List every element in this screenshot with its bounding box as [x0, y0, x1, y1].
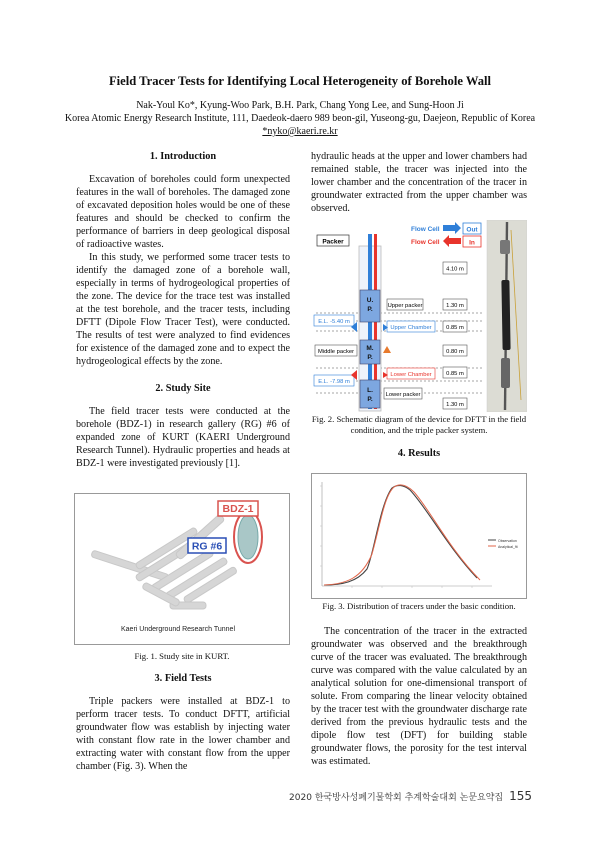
section-heading-study-site: 2. Study Site — [155, 383, 211, 394]
upper-chamber-label: Upper Chamber — [390, 325, 432, 331]
figure-3-breakthrough-curve — [311, 473, 527, 599]
rg6-label: RG #6 — [191, 540, 223, 553]
in-label: In — [469, 239, 475, 247]
author-list: Nak-Youl Ko*, Kyung-Woo Park, B.H. Park, Chang Yong Lee, and Sung-Hoon Ji — [136, 100, 464, 111]
lp-label-l: L. — [367, 387, 373, 394]
kurt-label: Kaeri Underground Research Tunnel — [120, 626, 236, 633]
figure-2-diagram — [311, 220, 527, 412]
flow-arrow-up-icon — [383, 346, 391, 353]
site-paragraph-1: The field tracer tests were conducted at the borehole (BDZ-1) in research gallery (RG) #6 of expanded zone of KURT (KAERI Underground Research Tunnel). Hydraulic properties and heads at BDZ-1 were investigated previously [1]. — [76, 406, 290, 469]
rg6-gallery — [238, 515, 258, 559]
footer-proceedings-title: 2020 한국방사성폐기물학회 추계학술대회 논문요약집 — [289, 793, 504, 803]
upper-packer-label: Upper packer — [387, 303, 423, 309]
dftt-schematic — [311, 220, 527, 412]
mp-label-p: P. — [367, 354, 373, 361]
legend-analytical: Analytical_fit — [498, 545, 518, 549]
out-label: Out — [466, 226, 478, 234]
distance-5: 0.85 m — [446, 371, 464, 377]
distance-2: 1.30 m — [446, 303, 464, 309]
elevation-label-upper: E.L. -5.40 m — [318, 319, 350, 325]
intro-paragraph-1: Excavation of boreholes could form unexpected features in the wall of boreholes. The damaged zone of excavated deposition holes would be one of these features and should be checked to confirm the performance of barriers in deep geological disposal of radioactive wastes. — [76, 174, 290, 250]
arrow-right-icon — [443, 222, 461, 234]
figure-3-caption: Fig. 3. Distribution of tracers under the basic condition. — [322, 601, 516, 611]
intro-paragraph-2: In this study, we performed some tracer tests to identify the damaged zone of a borehole wall, especially in terms of hydrogeological properties of the zone. The device for the trace test was installed at the test borehole, and the tracer tests, including DFTT (Dipole Flow Tracer Test), were conducted. The results of test were analyzed to find evidences for existence of the damaged zone and to expect the hydrogeological effects by the zone. — [76, 252, 290, 367]
middle-packer-label: Middle packer — [317, 349, 355, 355]
flow-cell-in-label: Flow Cell — [411, 239, 440, 246]
figure-2-caption: Fig. 2. Schematic diagram of the device for DFTT in the field condition, and the triple packer system. — [311, 414, 527, 435]
page-footer — [289, 789, 532, 803]
section-heading-introduction: 1. Introduction — [149, 151, 217, 162]
right-paragraph-continued: hydraulic heads at the upper and lower chambers had remained stable, the tracer was injected into the lower chamber and the concentration of the tracer in groundwater extracted from the upper chamber was observed. — [311, 151, 527, 214]
up-label-u: U. — [366, 297, 374, 304]
distance-6: 1.30 m — [446, 402, 464, 408]
breakthrough-plot — [312, 474, 526, 598]
mp-label-m: M. — [366, 345, 374, 352]
bdz-label: BDZ-1 — [222, 503, 254, 515]
results-paragraph-1: The concentration of the tracer in the extracted groundwater was observed and the breakthrough curve of the tracer was evaluated. The breakthrough curve was compared with the value calculated by an analytical solution for one-dimensional transport of solute. From comparing the linear velocity obtained by the tracer test with the groundwater discharge rate derived from the previous hydraulic tests and the dipole flow test (DFT) for building stable groundwater flows, the porosity for the test interval was estimated. — [311, 626, 527, 767]
lower-packer-label: Lower packer — [385, 392, 421, 398]
left-column-lower — [76, 672, 290, 773]
figure-1-caption: Fig. 1. Study site in KURT. — [134, 651, 230, 661]
legend-observation: Observation — [498, 539, 517, 543]
section-heading-results: 4. Results — [397, 448, 441, 459]
tests-paragraph-1: Triple packers were installed at BDZ-1 to perform tracer tests. To conduct DFTT, artificial groundwater flow was establish by injecting water with constant flow rate in the lower chamber and extracting water with constant flow from the upper chamber (Fig. 3). When the — [76, 696, 290, 772]
distance-3: 0.85 m — [446, 325, 464, 331]
lp-label-p: P. — [367, 396, 373, 403]
flow-cell-out-label: Flow Cell — [411, 226, 440, 233]
distance-4: 0.80 m — [446, 349, 464, 355]
affiliation: Korea Atomic Energy Research Institute, 111, Daedeok-daero 989 beon-gil, Yuseong-gu, Daejeon, Republic of Korea — [64, 113, 536, 124]
figure-1-study-site — [74, 493, 290, 645]
page-number: 155 — [509, 789, 532, 803]
distance-1: 4.10 m — [446, 266, 464, 273]
up-label-p: P. — [367, 306, 373, 313]
elevation-label-lower: E.L. -7.98 m — [318, 379, 350, 385]
author-block — [0, 99, 600, 138]
right-column-top — [311, 150, 527, 215]
paper-title: Field Tracer Tests for Identifying Local Heterogeneity of Borehole Wall — [108, 74, 492, 88]
lower-packer-body — [360, 380, 380, 408]
corresponding-email: *nyko@kaeri.re.kr — [262, 126, 338, 137]
section-heading-field-tests: 3. Field Tests — [154, 673, 212, 684]
right-column-results — [311, 625, 527, 768]
tunnel-map — [75, 494, 289, 644]
left-column — [76, 150, 290, 470]
arrow-left-icon — [443, 235, 461, 247]
series-analytical — [324, 485, 480, 585]
lower-chamber-label: Lower Chamber — [390, 372, 432, 378]
packer-label: Packer — [322, 238, 344, 246]
series-observation — [324, 486, 477, 585]
